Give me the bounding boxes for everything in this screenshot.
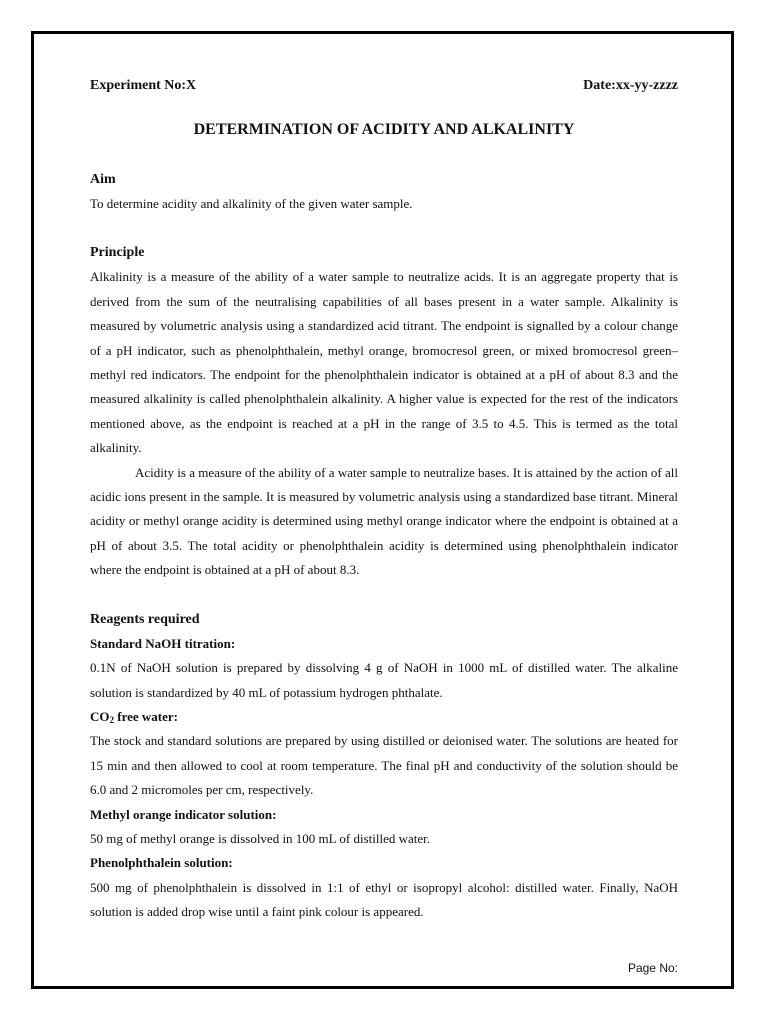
co2-heading-subscript: 2	[109, 714, 114, 725]
experiment-number: Experiment No:X	[90, 78, 197, 93]
naoh-text: 0.1N of NaOH solution is prepared by dissolving 4 g of NaOH in 1000 mL of distilled water. The alkaline solution is standardized by 40 mL of potassium hydrogen phthalate.	[90, 660, 678, 700]
document-header	[90, 74, 678, 98]
methyl-orange-heading: Methyl orange indicator solution:	[90, 806, 277, 822]
co2-free-water-heading	[90, 705, 678, 729]
co2-heading-suffix: free water:	[114, 708, 178, 724]
document-title: DETERMINATION OF ACIDITY AND ALKALINITY	[193, 121, 575, 138]
phenolphthalein-text: 500 mg of phenolphthalein is dissolved in 1:1 of ethyl or isopropyl alcohol: distilled water. Finally, NaOH solution is added drop wise until a faint pink colour is appeared.	[90, 879, 678, 920]
methyl-orange-text: 50 mg of methyl orange is dissolved in 100 mL of distilled water.	[90, 830, 430, 846]
aim-heading: Aim	[90, 172, 116, 187]
co2-heading-prefix: CO	[90, 708, 110, 724]
page-number-label: Page No:	[627, 961, 678, 975]
principle-heading: Principle	[90, 245, 145, 261]
experiment-date: Date:xx-yy-zzzz	[583, 78, 678, 93]
principle-paragraph-alkalinity: Alkalinity is a measure of the ability of a water sample to neutralize acids. It is an aggregate property that is derived from the sum of the neutralising capabilities of all bases present in a water sample. Alkalinity is measured by volumetric analysis using a standardized acid titrant. The endpoint is signalled by a colour change of a pH indicator, such as phenolphthalein, methyl orange, bromocresol green, or mixed bromocresol green–methyl red indicators. The endpoint for the phenolphthalein indicator is obtained at a pH of about 8.3 and the measured alkalinity is called phenolphthalein alkalinity. A higher value is expected for the rest of the indicators mentioned above, as the endpoint is reached at a pH in the range of 3.5 to 4.5. This is termed as the total alkalinity.	[90, 269, 678, 456]
co2-free-water-text: The stock and standard solutions are prepared by using distilled or deionised water. The solutions are heated for 15 min and then allowed to cool at room temperature. The final pH and conductivity of the solution should be 6.0 and 2 micromoles per cm, respectively.	[90, 733, 678, 798]
principle-paragraph-acidity: Acidity is a measure of the ability of a water sample to neutralize bases. It is attained by the action of all acidic ions present in the sample. It is measured by volumetric analysis using a standardized base titrant. Mineral acidity or methyl orange acidity is determined using methyl orange indicator where the endpoint is obtained at a pH of about 3.5. The total acidity or phenolphthalein acidity is determined using phenolphthalein indicator where the endpoint is obtained at a pH of about 8.3.	[90, 464, 678, 578]
reagents-heading: Reagents required	[90, 611, 200, 627]
naoh-heading: Standard NaOH titration:	[90, 635, 236, 651]
phenolphthalein-heading: Phenolphthalein solution:	[90, 855, 233, 871]
aim-text: To determine acidity and alkalinity of the given water sample.	[90, 196, 413, 211]
document-body	[90, 74, 678, 925]
